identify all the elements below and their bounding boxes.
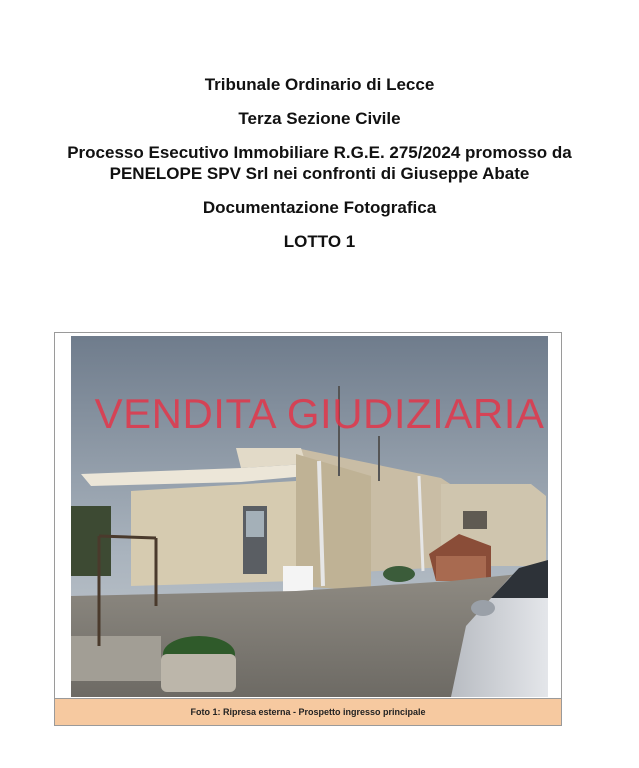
proceeding-title: Processo Esecutivo Immobiliare R.G.E. 275/2024 promosso da PENELOPE SPV Srl nei confronti di Giuseppe Abate [67, 143, 572, 183]
document-header [0, 74, 639, 252]
court-title: Tribunale Ordinario di Lecce [204, 75, 435, 94]
watermark-text: VENDITA GIUDIZIARIA [94, 390, 545, 437]
doc-type-title: Documentazione Fotografica [202, 198, 437, 217]
photo-caption: Foto 1: Ripresa esterna - Prospetto ingresso principale [55, 698, 561, 725]
property-photo [71, 336, 548, 697]
lot-title: LOTTO 1 [283, 232, 356, 251]
photo-frame [54, 332, 562, 726]
section-title: Terza Sezione Civile [238, 109, 401, 128]
